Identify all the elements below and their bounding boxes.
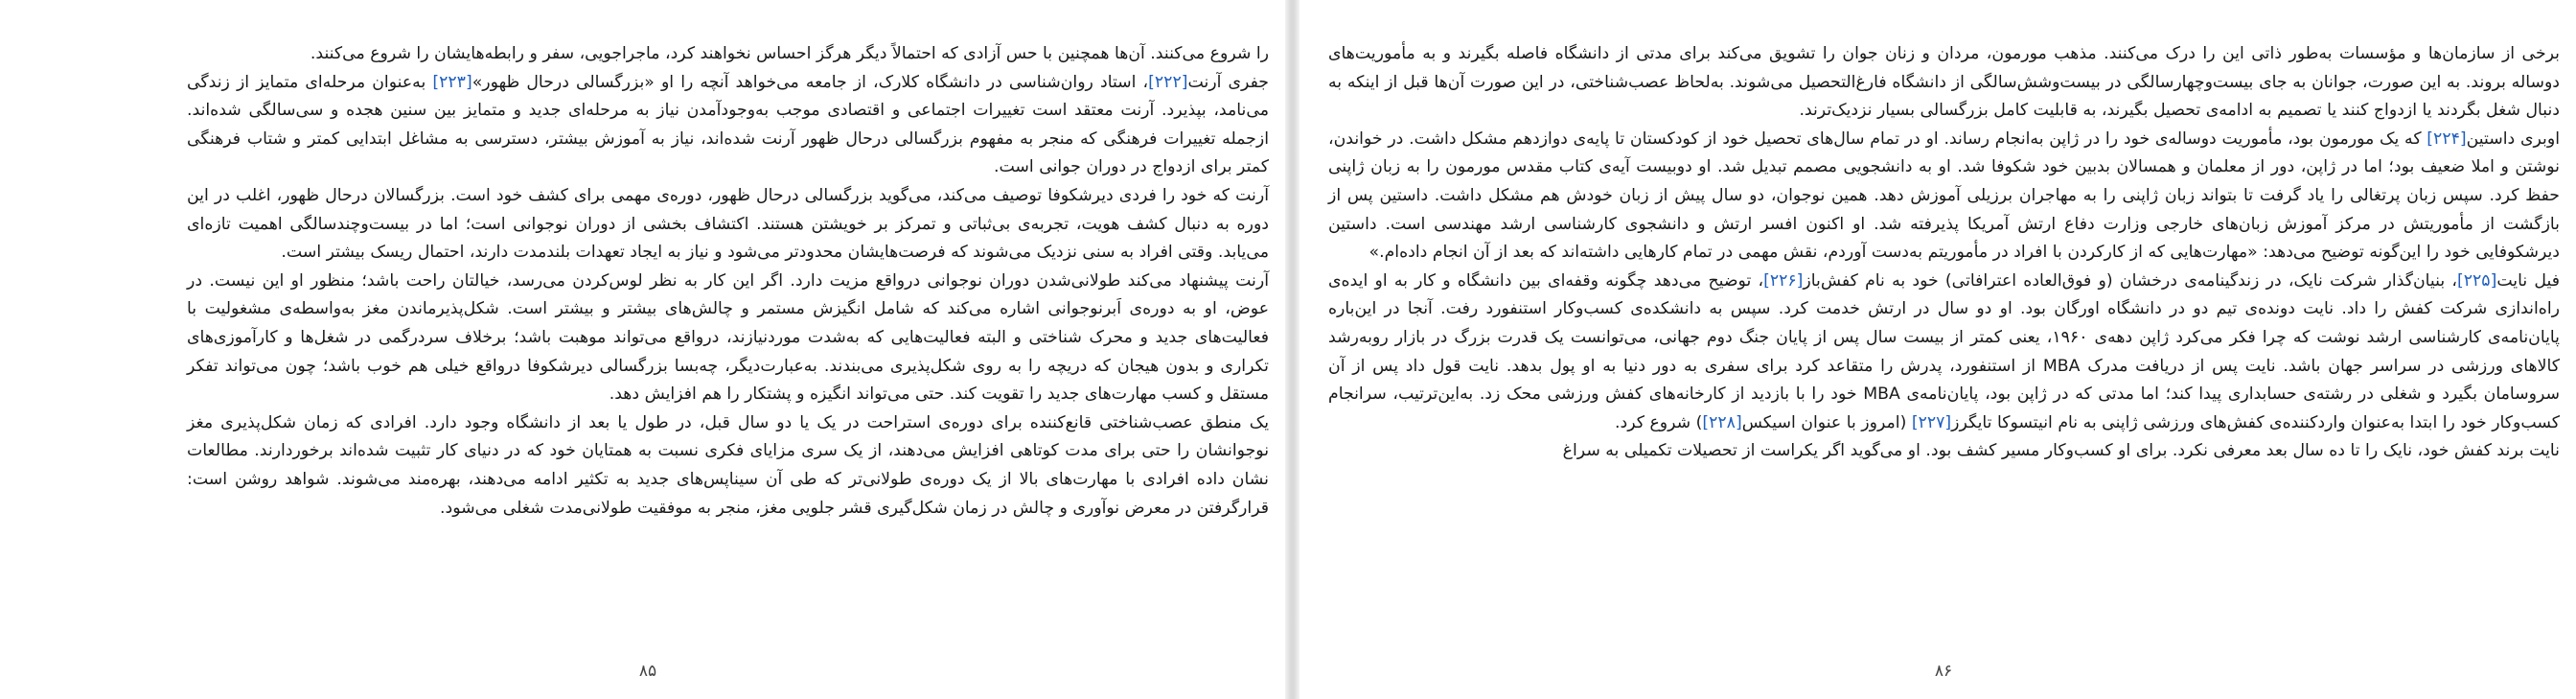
left-page-text: [187, 40, 1269, 523]
left-page-number: ۸۵: [638, 662, 657, 681]
paragraph: [187, 182, 1269, 268]
footnote-ref-link[interactable]: [۲۲۴]: [2426, 128, 2467, 149]
paragraph-text: که یک مورمون بود، مأموریت دوساله‌ی خود را در ژاپن به‌انجام رساند. او در تمام سال‌های تحصیل خود از کودکستان تا پایه‌ی دوازدهم مشکل داشت. در خواندن، نوشتن و املا ضعیف بود؛ اما در ژاپن، دور از معلمان و همسالان بدبین خود شکوفا شد. او به دانشجویی مصمم تبدیل شد. او دوبیست آیه‌ی کتاب مقدس مورمون را به زبان ژاپنی حفظ کرد. سپس زبان پرتغالی را یاد گرفت تا بتواند زبان ژاپنی را به مهاجران برزیلی آموزش دهد. همین نوجوان، دو سال پیش از زبان خودش هم مشکل داشت. داستین پس از بازگشت از مأموریتش در مرکز آموزش زبان‌های خارجی وزارت دفاع ارتش آمریکا پذیرفته شد. او اکنون افسر ارتش و دانشجوی کارشناسی ارشد مهندسی است. داستین دیرشکوفایی خود را این‌گونه توضیح می‌دهد: «مهارت‌هایی که از کارکردن با افراد در مأموریتم به‌دست آوردم، نقش مهمی در تمام کارهایی داشته‌اند که بعد از آن انجام داده‌ام.»: [1328, 128, 2560, 263]
right-page: [1300, 0, 2576, 699]
left-page: [0, 0, 1285, 699]
right-page-text: [1328, 40, 2560, 466]
paragraph-text: (امروز با عنوان اسیکس: [1741, 412, 1912, 432]
paragraph-text: فیل نایت: [2496, 270, 2560, 291]
paragraph-text: به‌عنوان مرحله‌ای متمایز از زندگی می‌نامد، بپذیرد. آرنت معتقد است تغییرات اجتماعی و اقتصادی موجب به‌وجودآمدن نیاز به مرحله‌ای جدید و متمایز بین سنین هجده و سی‌سالگی شده‌اند. ازجمله تغییرات فرهنگی که منجر به مفهوم بزرگسالی درحال ظهور آرنت شده‌اند، نیاز به آموزش بیشتر، دسترسی به مشاغل ابتدایی کمتر و شتاب فرهنگی کمتر برای ازدواج در دوران جوانی است.: [187, 72, 1269, 177]
book-gutter: [1285, 0, 1300, 699]
paragraph: [187, 40, 1269, 69]
paragraph-text: برخی از سازمان‌ها و مؤسسات به‌طور ذاتی این را درک می‌کنند. مذهب مورمون، مردان و زنان جوان را تشویق می‌کند برای مدتی از دانشگاه فاصله بگیرند و به مأموریت‌های دوساله بروند. به این صورت، جوانان به جای بیست‌وچهارسالگی در بیست‌وشش‌سالگی از دانشگاه فارغ‌التحصیل می‌شوند. به‌لحاظ عصب‌شناختی، در این صورت آن‌ها قبل از اینکه به دنبال شغل بگردند یا ازدواج کنند یا تصمیم به ادامه‌ی تحصیل بگیرند، به قابلیت کامل بزرگسالی بسیار نزدیک‌ترند.: [1328, 44, 2560, 121]
paragraph: [187, 268, 1269, 409]
paragraph-text: ، استاد روان‌شناسی در دانشگاه کلارک، از جامعه می‌خواهد آنچه را او «بزرگسالی درحال ظهور»: [472, 72, 1149, 92]
paragraph-text: ، توضیح می‌دهد چگونه وقفه‌ای بین دانشگاه و کار به او ایده‌ی راه‌اندازی شرکت کفش را داد. نایت دونده‌ی تیم دو در دانشگاه اورگان بود. او دو سال در ارتش خدمت کرد. سپس به دانشکده‌ی کسب‌وکار استنفورد رفت. آنجا در این‌باره پایان‌نامه‌ی کارشناسی ارشد نوشت که چرا فکر می‌کرد ژاپن دهه‌ی ۱۹۶۰، یعنی کمتر از بیست سال پس از پایان جنگ دوم جهانی، می‌توانست یک قدرت بزرگ در بازار روبه‌رشد کالاهای ورزشی در سراسر جهان باشد. نایت پس از دریافت مدرک MBA از استنفورد، پدرش را متقاعد کرد برای سفری به دور دنیا به او پول بدهد. نایت قول داد پس از آن سروسامان بگیرد و شغلی در رشته‌ی حسابداری پیدا کند؛ اما مدتی که در ژاپن بود، پایان‌نامه‌ی MBA خود را با بازدید از کارخانه‌های کفش ورزشی محک زد. به‌این‌ترتیب، سرانجام کسب‌وکار خود را ابتدا به‌عنوان واردکننده‌ی کفش‌های ورزشی ژاپنی به نام انیتسوکا تایگرز: [1328, 270, 2560, 432]
paragraph-text: یک منطق عصب‌شناختی قانع‌کننده برای دوره‌ی استراحت در یک یا دو سال قبل، در طول یا بعد از دانشگاه وجود دارد. افرادی که زمان شکل‌پذیری مغز نوجوانشان را حتی برای مدت کوتاهی افزایش می‌دهند، از یک سری مزایای فکری نسبت به همتایان خود که در دنیای کار تثبیت شده‌اند برخوردارند. مطالعات نشان داده افرادی با مهارت‌های بالا از یک دوره‌ی طولانی‌تر که طی آن سیناپس‌های جدید به تکثیر ادامه می‌دهند، بهره‌مند می‌شوند. شواهد روشن است: قرارگرفتن در معرض نوآوری و چالش در زمان شکل‌گیری قشر جلویی مغز، منجر به موفقیت طولانی‌مدت شغلی می‌شود.: [187, 412, 1269, 518]
footnote-ref-link[interactable]: [۲۲۸]: [1702, 412, 1742, 432]
paragraph-text: اوبری داستین: [2466, 128, 2560, 149]
paragraph: [187, 409, 1269, 523]
footnote-ref-link[interactable]: [۲۲۵]: [2456, 270, 2497, 291]
footnote-ref-link[interactable]: [۲۲۳]: [432, 72, 472, 92]
footnote-ref-link[interactable]: [۲۲۷]: [1911, 412, 1952, 432]
paragraph: [1328, 268, 2560, 438]
paragraph-text: نایت برند کفش خود، نایک را تا ده سال بعد معرفی نکرد. برای او کسب‌وکار مسیر کشف بود. او می‌گوید اگر یکراست از تحصیلات تکمیلی به سراغ: [1562, 441, 2560, 461]
footnote-ref-link[interactable]: [۲۲۶]: [1763, 270, 1804, 291]
footnote-ref-link[interactable]: [۲۲۲]: [1148, 72, 1188, 92]
paragraph-text: آرنت پیشنهاد می‌کند طولانی‌شدن دوران نوجوانی درواقع مزیت دارد. اگر این کار به نظر لوس‌کردن می‌رسد، خیالتان راحت باشد؛ منظور او این نیست. در عوض، او به دوره‌ی اَبرنوجوانی اشاره می‌کند که شامل انگیزش مستمر و چالش‌های بیشتر و بیشتر است. شکل‌پذیرماندن مغز به‌واسطه‌ی مشغولیت با فعالیت‌های جدید و محرک شناختی و البته فعالیت‌هایی که به‌شدت موردنیازند، درواقع می‌تواند موهبت باشد؛ برخلاف سردرگمی در شغل‌ها و کارآموزی‌های تکراری و بدون هیجان که دریچه را به روی شکل‌پذیری می‌بندند. به‌عبارت‌دیگر، چه‌بسا بزرگسالی دیرشکوفا درواقع خیلی هم خوب باشد؛ چون می‌تواند تفکر مستقل و کسب مهارت‌های جدید را تقویت کند. حتی می‌تواند انگیزه و پشتکار را هم افزایش دهد.: [187, 270, 1269, 405]
paragraph-text: ، بنیان‌گذار شرکت نایک، در زندگینامه‌ی درخشان (و فوق‌العاده اعترافاتی) خود به نام کفش‌باز: [1803, 270, 2457, 291]
paragraph: [1328, 437, 2560, 466]
paragraph-text: جفری آرنت: [1187, 72, 1269, 92]
right-page-number: ۸۶: [1934, 662, 1953, 681]
paragraph: [1328, 40, 2560, 126]
paragraph-text: را شروع می‌کنند. آن‌ها همچنین با حس آزادی که احتمالاً دیگر هرگز احساس نخواهند کرد، ماجراجویی، سفر و رابطه‌هایشان را شروع می‌کنند.: [310, 44, 1269, 63]
paragraph-text: آرنت که خود را فردی دیرشکوفا توصیف می‌کند، می‌گوید بزرگسالی درحال ظهور، دوره‌ی مهمی برای کشف خود است. بزرگسالان درحال ظهور، اغلب در این دوره به دنبال کشف هویت، تجربه‌ی بی‌ثباتی و تمرکز بر خویشتن هستند. اکتشاف بخشی از دوران نوجوانی است؛ اما در بیست‌وچندسالگی اهمیت تازه‌ای می‌یابد. وقتی افراد به سنی نزدیک می‌شوند که فرصت‌هایشان محدودتر می‌شود و نیاز به ایجاد تعهدات بلندمدت دارند، احتمال ریسک بیشتر است.: [187, 185, 1269, 263]
paragraph: [187, 69, 1269, 182]
paragraph: [1328, 126, 2560, 268]
paragraph-text: ) شروع کرد.: [1615, 412, 1703, 432]
